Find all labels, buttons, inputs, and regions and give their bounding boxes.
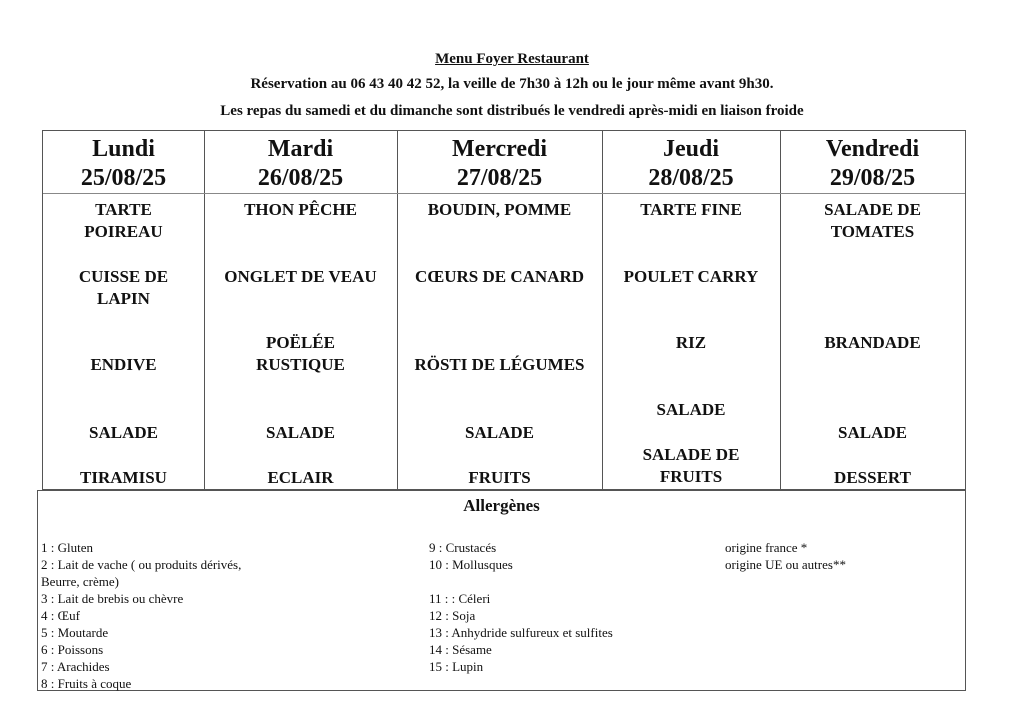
- day-header-lundi: [43, 135, 204, 193]
- starter-jeudi: TARTE FINE: [640, 200, 742, 219]
- day-date: 25/08/25: [80, 165, 167, 191]
- starter-mercredi: BOUDIN, POMME: [427, 200, 572, 219]
- allergen-item: 15 : Lupin: [429, 659, 484, 674]
- day-name: Jeudi: [662, 136, 719, 162]
- origin-legend: [725, 539, 846, 573]
- day-date: 27/08/25: [456, 165, 543, 191]
- allergen-item: 2 : Lait de vache ( ou produits dérivés,: [41, 557, 242, 572]
- allergen-item: 7 : Arachides: [41, 659, 110, 674]
- day-name: Mardi: [267, 136, 334, 162]
- day-header-vendredi: [780, 135, 965, 193]
- allergens-col-2: [429, 539, 613, 675]
- side-lundi: ENDIVE: [90, 355, 157, 374]
- origin-item: origine france *: [725, 540, 808, 555]
- allergen-item: 5 : Moutarde: [41, 625, 109, 640]
- page-title: Menu Foyer Restaurant: [435, 51, 589, 67]
- salad-vendredi: SALADE: [838, 423, 907, 442]
- allergen-item: 8 : Fruits à coque: [41, 676, 132, 691]
- salad-mardi: SALADE: [266, 423, 335, 442]
- allergen-item: 10 : Mollusques: [429, 557, 513, 572]
- side-jeudi: RIZ: [675, 333, 707, 352]
- side-vendredi: BRANDADE: [824, 333, 921, 352]
- salad-lundi: SALADE: [89, 423, 158, 442]
- day-name: Vendredi: [825, 136, 920, 162]
- day-date: 28/08/25: [648, 165, 734, 191]
- side-mardi: POËLÉE RUSTIQUE: [256, 333, 345, 374]
- dessert-mercredi: FRUITS: [468, 468, 531, 487]
- allergen-item: 4 : Œuf: [41, 608, 80, 623]
- salad-mercredi: SALADE: [465, 423, 534, 442]
- main-lundi: CUISSE DE LAPIN: [78, 267, 169, 308]
- dessert-mardi: ECLAIR: [267, 468, 334, 487]
- side-mercredi: RÖSTI DE LÉGUMES: [414, 355, 585, 374]
- day-header-mercredi: [397, 135, 602, 193]
- day-header-mardi: [204, 135, 397, 193]
- salad-jeudi: SALADE: [656, 400, 726, 419]
- allergen-item: 3 : Lait de brebis ou chèvre: [41, 591, 184, 606]
- allergen-item: 9 : Crustacés: [429, 540, 497, 555]
- day-date: 29/08/25: [829, 165, 916, 191]
- dessert-lundi: TIRAMISU: [80, 468, 167, 487]
- allergens-box: [37, 490, 966, 691]
- day-header-jeudi: [602, 135, 780, 193]
- allergen-item: 13 : Anhydride sulfureux et sulfites: [429, 625, 613, 640]
- day-date: 26/08/25: [257, 165, 344, 191]
- day-name: Mercredi: [451, 136, 548, 162]
- dessert-jeudi: SALADE DE FRUITS: [642, 445, 740, 486]
- allergen-item: 1 : Gluten: [41, 540, 93, 555]
- header-divider: [43, 193, 965, 194]
- starter-vendredi: SALADE DE TOMATES: [824, 200, 921, 241]
- main-jeudi: POULET CARRY: [623, 267, 759, 286]
- starter-mardi: THON PÊCHE: [244, 200, 357, 219]
- dessert-vendredi: DESSERT: [834, 468, 911, 487]
- menu-table: [42, 130, 966, 490]
- allergen-item: 14 : Sésame: [429, 642, 492, 657]
- allergen-item: 12 : Soja: [429, 608, 476, 623]
- allergen-item: 11 : : Céleri: [429, 591, 491, 606]
- reservation-info: Réservation au 06 43 40 42 52, la veille de 7h30 à 12h ou le jour même avant 9h30.: [250, 76, 774, 92]
- starter-lundi: TARTE POIREAU: [84, 200, 163, 241]
- allergen-item: Beurre, crème): [41, 574, 119, 589]
- allergen-spacer: [429, 573, 613, 590]
- main-vendredi: [780, 266, 965, 288]
- allergens-title: Allergènes: [463, 496, 540, 515]
- origin-item: origine UE ou autres**: [725, 557, 846, 572]
- weekend-info: Les repas du samedi et du dimanche sont distribués le vendredi après-midi en liaison froide: [220, 103, 804, 119]
- main-mardi: ONGLET DE VEAU: [224, 267, 377, 286]
- main-mercredi: CŒURS DE CANARD: [414, 267, 585, 286]
- allergen-item: 6 : Poissons: [41, 642, 104, 657]
- allergens-col-1: [41, 539, 241, 692]
- day-name: Lundi: [92, 136, 155, 162]
